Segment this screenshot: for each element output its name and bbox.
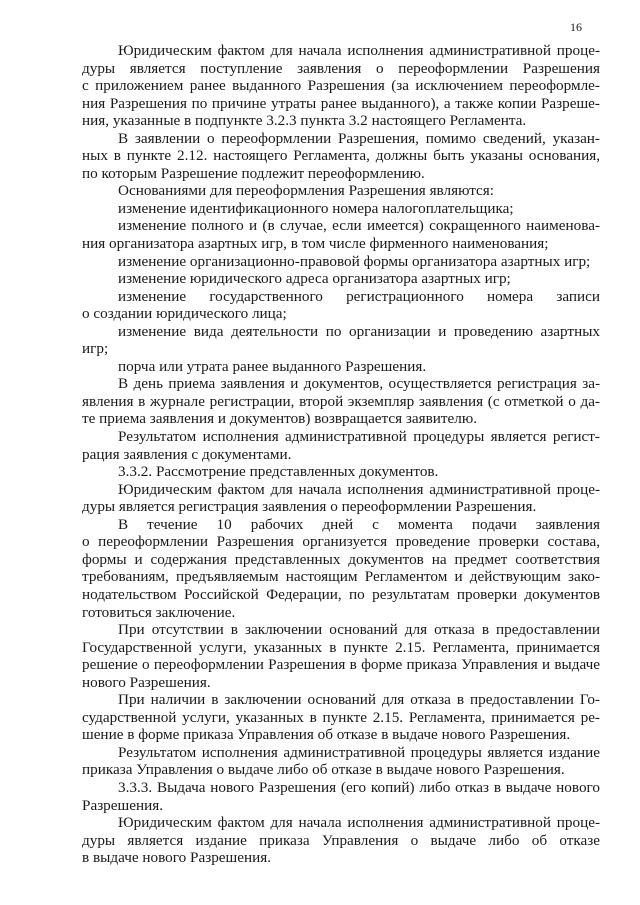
text-line: изменение государственного регистрационного номера записи (118, 287, 600, 305)
text-line: изменение вида деятельности по организации и проведению азартных (118, 322, 600, 340)
text-line: нодательством Российской Федерации, по результатам проверки документов (82, 585, 600, 603)
text-line: Результатом исполнения административной процедуры является издание (118, 743, 600, 761)
text-line: ных в пункте 2.12. настоящего Регламента, должны быть указаны основания, (82, 147, 600, 165)
text-line: требованиям, предъявляемым настоящим Регламентом и действующим зако- (82, 568, 600, 586)
text-line: 3.3.3. Выдача нового Разрешения (его копий) либо отказ в выдаче нового (118, 778, 600, 796)
text-line: дуры является поступление заявления о переоформлении Разрешения (82, 59, 600, 77)
document-body (82, 42, 600, 867)
text-line: При отсутствии в заключении оснований для отказа в предоставлении (118, 621, 600, 639)
text-line: изменение полного и (в случае, если имеется) сокращенного наименова- (118, 217, 600, 235)
text-line: ния организатора азартных игр, в том числе фирменного наименования; (82, 235, 549, 253)
text-line: дуры является издание приказа Управления о выдаче либо об отказе (82, 831, 600, 849)
text-line: готовиться заключение. (82, 603, 236, 621)
text-line: игр; (82, 340, 109, 358)
page-number: 16 (570, 20, 582, 34)
text-line: по которым Разрешение подлежит переоформлению. (82, 164, 425, 182)
text-line: в выдаче нового Разрешения. (82, 849, 271, 867)
text-line: изменение организационно-правовой формы организатора азартных игр; (118, 252, 591, 270)
text-line: рация заявления с документами. (82, 445, 292, 463)
text-line: Юридическим фактом для начала исполнения административной проце- (118, 42, 600, 59)
text-line: При наличии в заключении оснований для отказа в предоставлении Го- (118, 691, 600, 709)
text-line: ния, указанные в подпункте 3.2.3 пункта 3.2 настоящего Регламента. (82, 112, 527, 130)
text-line: изменение юридического адреса организатора азартных игр; (118, 270, 511, 288)
text-line: 3.3.2. Рассмотрение представленных документов. (118, 463, 439, 481)
text-line: решение о переоформлении Разрешения в форме приказа Управления и выдаче (82, 656, 600, 674)
text-line: В заявлении о переоформлении Разрешения, помимо сведений, указан- (118, 129, 600, 147)
text-line: шение в форме приказа Управления об отказе в выдаче нового Разрешения. (82, 726, 571, 744)
text-line: В течение 10 рабочих дней с момента подачи заявления (118, 515, 600, 533)
text-line: с приложением ранее выданного Разрешения (за исключением переоформле- (82, 77, 600, 95)
text-line: порча или утрата ранее выданного Разрешения. (118, 357, 427, 375)
text-line: о создании юридического лица; (82, 305, 287, 323)
text-line: дуры является регистрация заявления о переоформлении Разрешения. (82, 498, 537, 516)
text-line: Юридическим фактом для начала исполнения административной проце- (118, 480, 600, 498)
text-line: изменение идентификационного номера налогоплательщика; (118, 199, 514, 217)
text-line: ния Разрешения по причине утраты ранее выданного), а также копии Разреше- (82, 94, 600, 112)
text-line: явления в журнале регистрации, второй экземпляр заявления (с отметкой о да- (82, 392, 600, 410)
text-line: формы и содержания представленных документов на предмет соответствия (82, 550, 600, 568)
text-line: приказа Управления о выдаче либо об отказе в выдаче нового Разрешения. (82, 761, 565, 779)
text-line: Юридическим фактом для начала исполнения административной проце- (118, 814, 600, 832)
text-line: В день приема заявления и документов, осуществляется регистрация за- (118, 375, 600, 393)
text-line: Разрешения. (82, 796, 163, 814)
text-line: сударственной услуги, указанных в пункте 2.15. Регламента, принимается ре- (82, 708, 600, 726)
text-line: о переоформлении Разрешения организуется проведение проверки состава, (82, 533, 600, 551)
text-line: Результатом исполнения административной процедуры является регист- (118, 428, 600, 446)
text-line: Основаниями для переоформления Разрешения являются: (118, 182, 495, 200)
text-line: нового Разрешения. (82, 673, 211, 691)
text-line: те приема заявления и документов) возвращается заявителю. (82, 410, 478, 428)
text-line: Государственной услуги, указанных в пункте 2.15. Регламента, принимается (82, 638, 600, 656)
